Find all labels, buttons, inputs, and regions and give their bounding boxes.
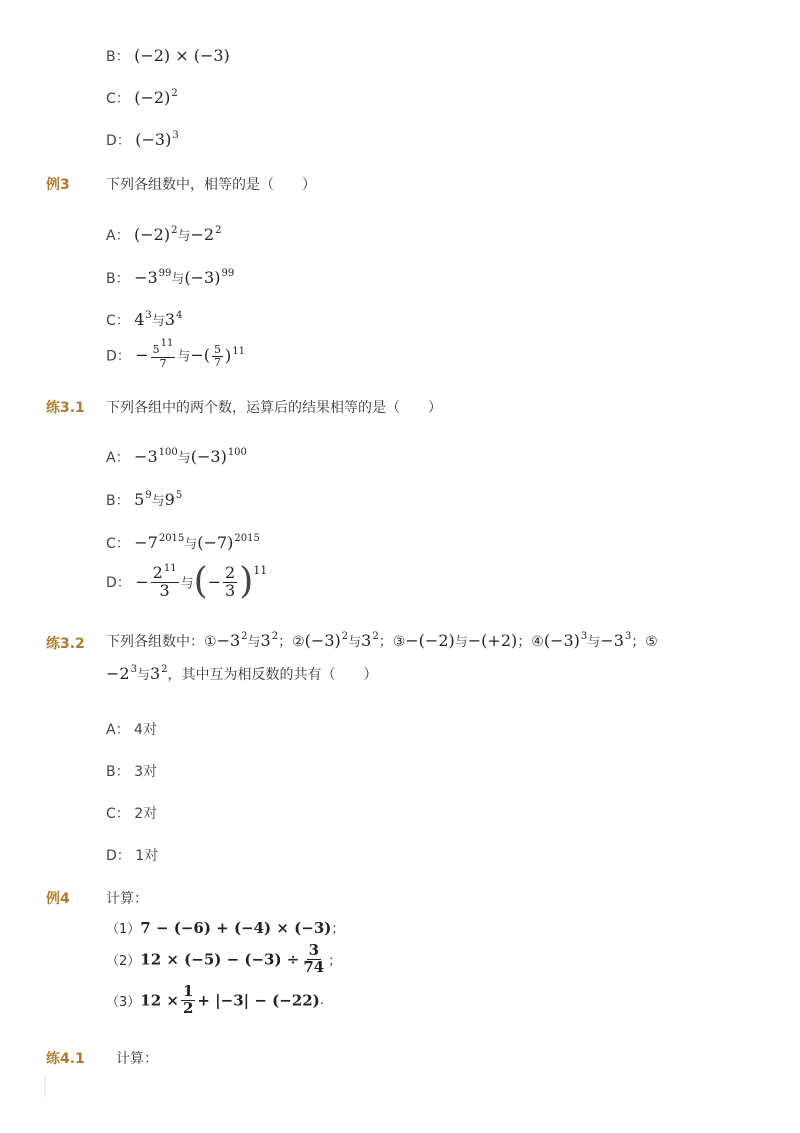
p32-option-b: B： 3对: [106, 764, 157, 780]
p32-option-a: A： 4对: [106, 722, 157, 738]
practice-4-1-label: 练4.1: [46, 1051, 85, 1067]
p31-option-a: A： $-3^{100}$与$(-3)^{100}$: [106, 447, 247, 466]
p32-option-d: D： 1对: [106, 848, 159, 864]
practice-3-2-question-line2: $-2^3$与$3^2$，其中互为相反数的共有（ ）: [106, 664, 378, 683]
option-d: D： $(-3)^3$: [106, 130, 179, 149]
practice-3-1-question: 下列各组中的两个数，运算后的结果相等的是（ ）: [106, 400, 442, 416]
ex3-option-c: C： $4^3$与$3^4$: [106, 310, 183, 329]
ex3-option-d: D： − $\frac{5^{11}}{7}$ 与−( $\frac{5}{7}$ )$^{11}$: [106, 338, 246, 370]
p31-option-b: B： $5^9$与$9^5$: [106, 490, 183, 509]
example-4-line-1: （1）7 − (−6) + (−4) × (−3)；: [106, 919, 345, 937]
option-c: C： $(-2)^2$: [106, 88, 178, 107]
option-b-expr: (−2) × (−3): [134, 46, 230, 65]
option-b: B： (−2) × (−3): [106, 46, 230, 65]
p32-option-c: C： 2对: [106, 806, 158, 822]
option-c-expr: $(-2)^2$: [134, 88, 178, 107]
p31-option-d: D： − $\frac{2^{11}}{3}$ 与(− $\frac{2}{3}$ )$^{11}$: [106, 561, 268, 602]
example-3-question: 下列各组数中，相等的是（ ）: [106, 177, 316, 193]
ex3-option-b: B： $-3^{99}$与$(-3)^{99}$: [106, 268, 235, 287]
practice-3-2-label: 练3.2: [46, 636, 85, 652]
option-d-expr: $(-3)^3$: [135, 130, 179, 149]
example-4-line-3: （3）12 × $\frac{1}{2}$ + |−3| − (−22).: [106, 982, 324, 1017]
practice-3-2-question-line1: 下列各组数中：$①-3^2$与$3^2$；$②(-3)^2$与$3^2$；③−(−2)与−(+2)；$④(-3)^3$与$-3^3$；⑤: [106, 631, 658, 650]
ex3-option-a: A： $(-2)^2$与$-2^2$: [106, 225, 222, 244]
content-divider: [44, 1075, 46, 1097]
p31-option-c: C： $-7^{2015}$与$(-7)^{2015}$: [106, 533, 260, 552]
practice-4-1-title: 计算：: [116, 1051, 158, 1067]
example-4-line-2: （2）12 × (−5) − (−3) ÷ $\frac{3}{74}$ ；: [106, 941, 342, 976]
example-4-label: 例4: [46, 891, 70, 907]
example-4-title: 计算：: [106, 891, 148, 907]
practice-3-1-label: 练3.1: [46, 400, 85, 416]
example-3-label: 例3: [46, 177, 70, 193]
